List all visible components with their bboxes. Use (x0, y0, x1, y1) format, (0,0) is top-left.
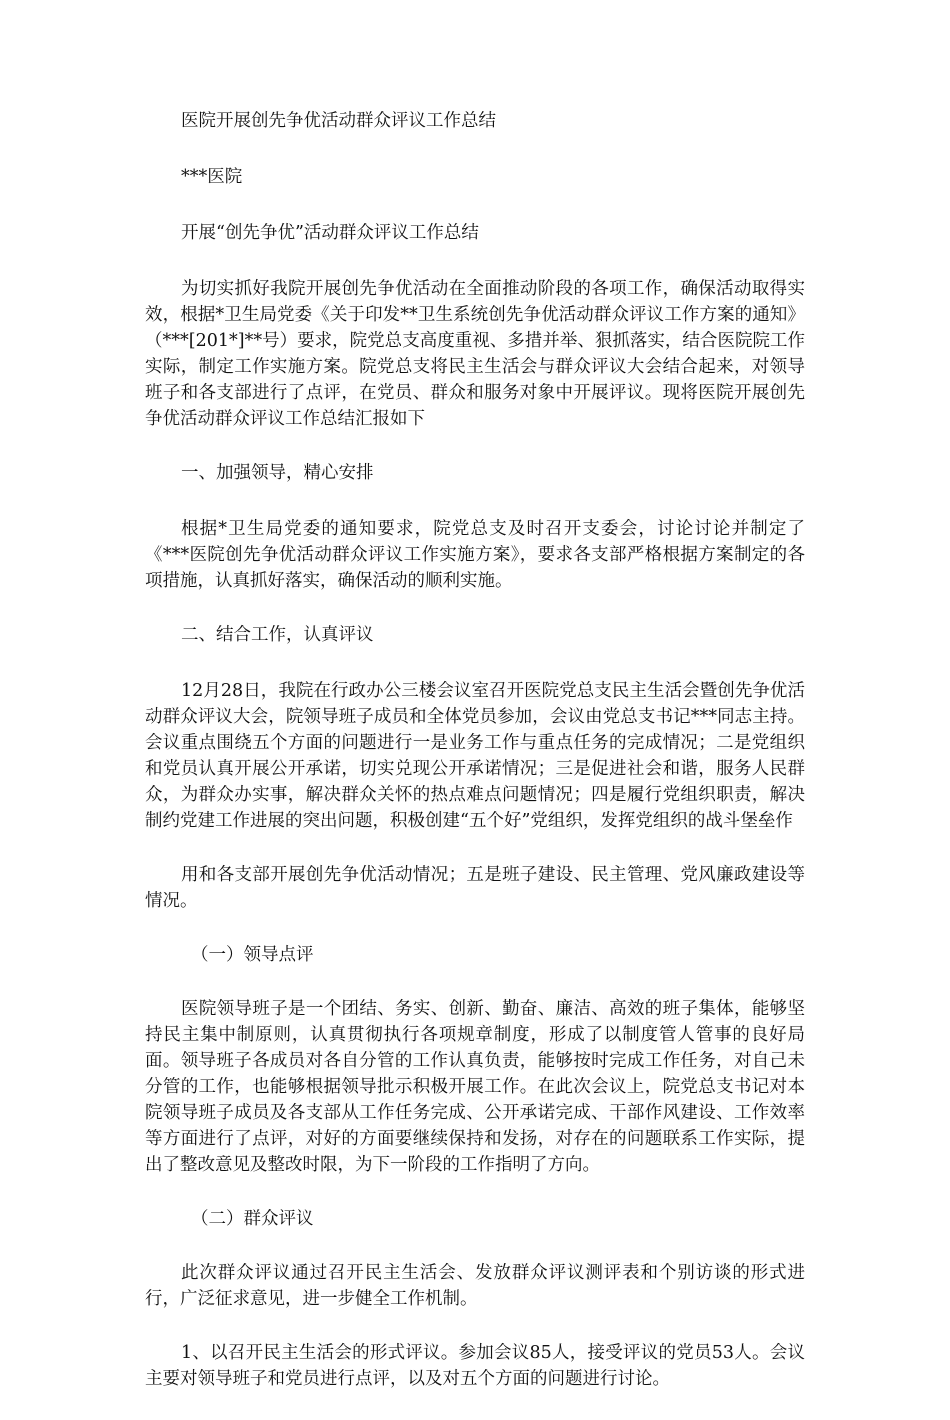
section-heading-2: 二、结合工作，认真评议 (181, 625, 374, 645)
document-page (145, 108, 805, 1420)
section-heading-1: 一、加强领导，精心安排 (181, 463, 374, 483)
document-title: 医院开展创先争优活动群众评议工作总结 (181, 111, 496, 131)
paragraph-public-review: 此次群众评议通过召开民主生活会、发放群众评议测评表和个别访谈的形式进行，广泛征求意见，进一步健全工作机制。 (145, 1263, 805, 1309)
subsection-heading-2: （二）群众评议 (191, 1209, 314, 1229)
paragraph-meeting-cont: 用和各支部开展创先争优活动情况；五是班子建设、民主管理、党风廉政建设等情况。 (145, 865, 805, 911)
paragraph-leader-review: 医院领导班子是一个团结、务实、创新、勤奋、廉洁、高效的班子集体，能够坚持民主集中制原则，认真贯彻执行各项规章制度，形成了以制度管人管事的良好局面。领导班子各成员对各自分管的工作认真负责，能够按时完成工作任务，对自己未分管的工作，也能够根据领导批示积极开展工作。在此次会议上，院党总支书记对本院领导班子成员及各支部从工作任务完成、公开承诺完成、干部作风建设、工作效率等方面进行了点评，对好的方面要继续保持和发扬，对存在的问题联系工作实际，提出了整改意见及整改时限，为下一阶段的工作指明了方向。 (145, 999, 805, 1175)
document-subtitle: 开展“创先争优”活动群众评议工作总结 (181, 223, 479, 243)
paragraph-method-1: 1、以召开民主生活会的形式评议。参加会议85人，接受评议的党员53人。会议主要对领导班子和党员进行点评，以及对五个方面的问题进行讨论。 (145, 1343, 805, 1389)
paragraph-meeting: 12月28日，我院在行政办公三楼会议室召开医院党总支民主生活会暨创先争优活动群众评议大会，院领导班子成员和全体党员参加，会议由党总支书记***同志主持。会议重点围绕五个方面的问题进行一是业务工作与重点任务的完成情况；二是党组织和党员认真开展公开承诺，切实兑现公开承诺情况；三是促进社会和谐，服务人民群众，为群众办实事，解决群众关怀的热点难点问题情况；四是履行党组织职责，解决制约党建工作进展的突出问题，积极创建“五个好”党组织，发挥党组织的战斗堡垒作 (145, 681, 805, 831)
organization-name: ***医院 (181, 167, 243, 187)
subsection-heading-1: （一）领导点评 (191, 945, 314, 965)
paragraph-leadership: 根据*卫生局党委的通知要求，院党总支及时召开支委会，讨论讨论并制定了《***医院创先争优活动群众评议工作实施方案》，要求各支部严格根据方案制定的各项措施，认真抓好落实，确保活动的顺利实施。 (145, 519, 805, 591)
paragraph-intro: 为切实抓好我院开展创先争优活动在全面推动阶段的各项工作，确保活动取得实效，根据*卫生局党委《关于印发**卫生系统创先争优活动群众评议工作方案的通知》（***[201*]**号）要求，院党总支高度重视、多措并举、狠抓落实，结合医院院工作实际，制定工作实施方案。院党总支将民主生活会与群众评议大会结合起来，对领导班子和各支部进行了点评，在党员、群众和服务对象中开展评议。现将医院开展创先争优活动群众评议工作总结汇报如下 (145, 279, 805, 429)
